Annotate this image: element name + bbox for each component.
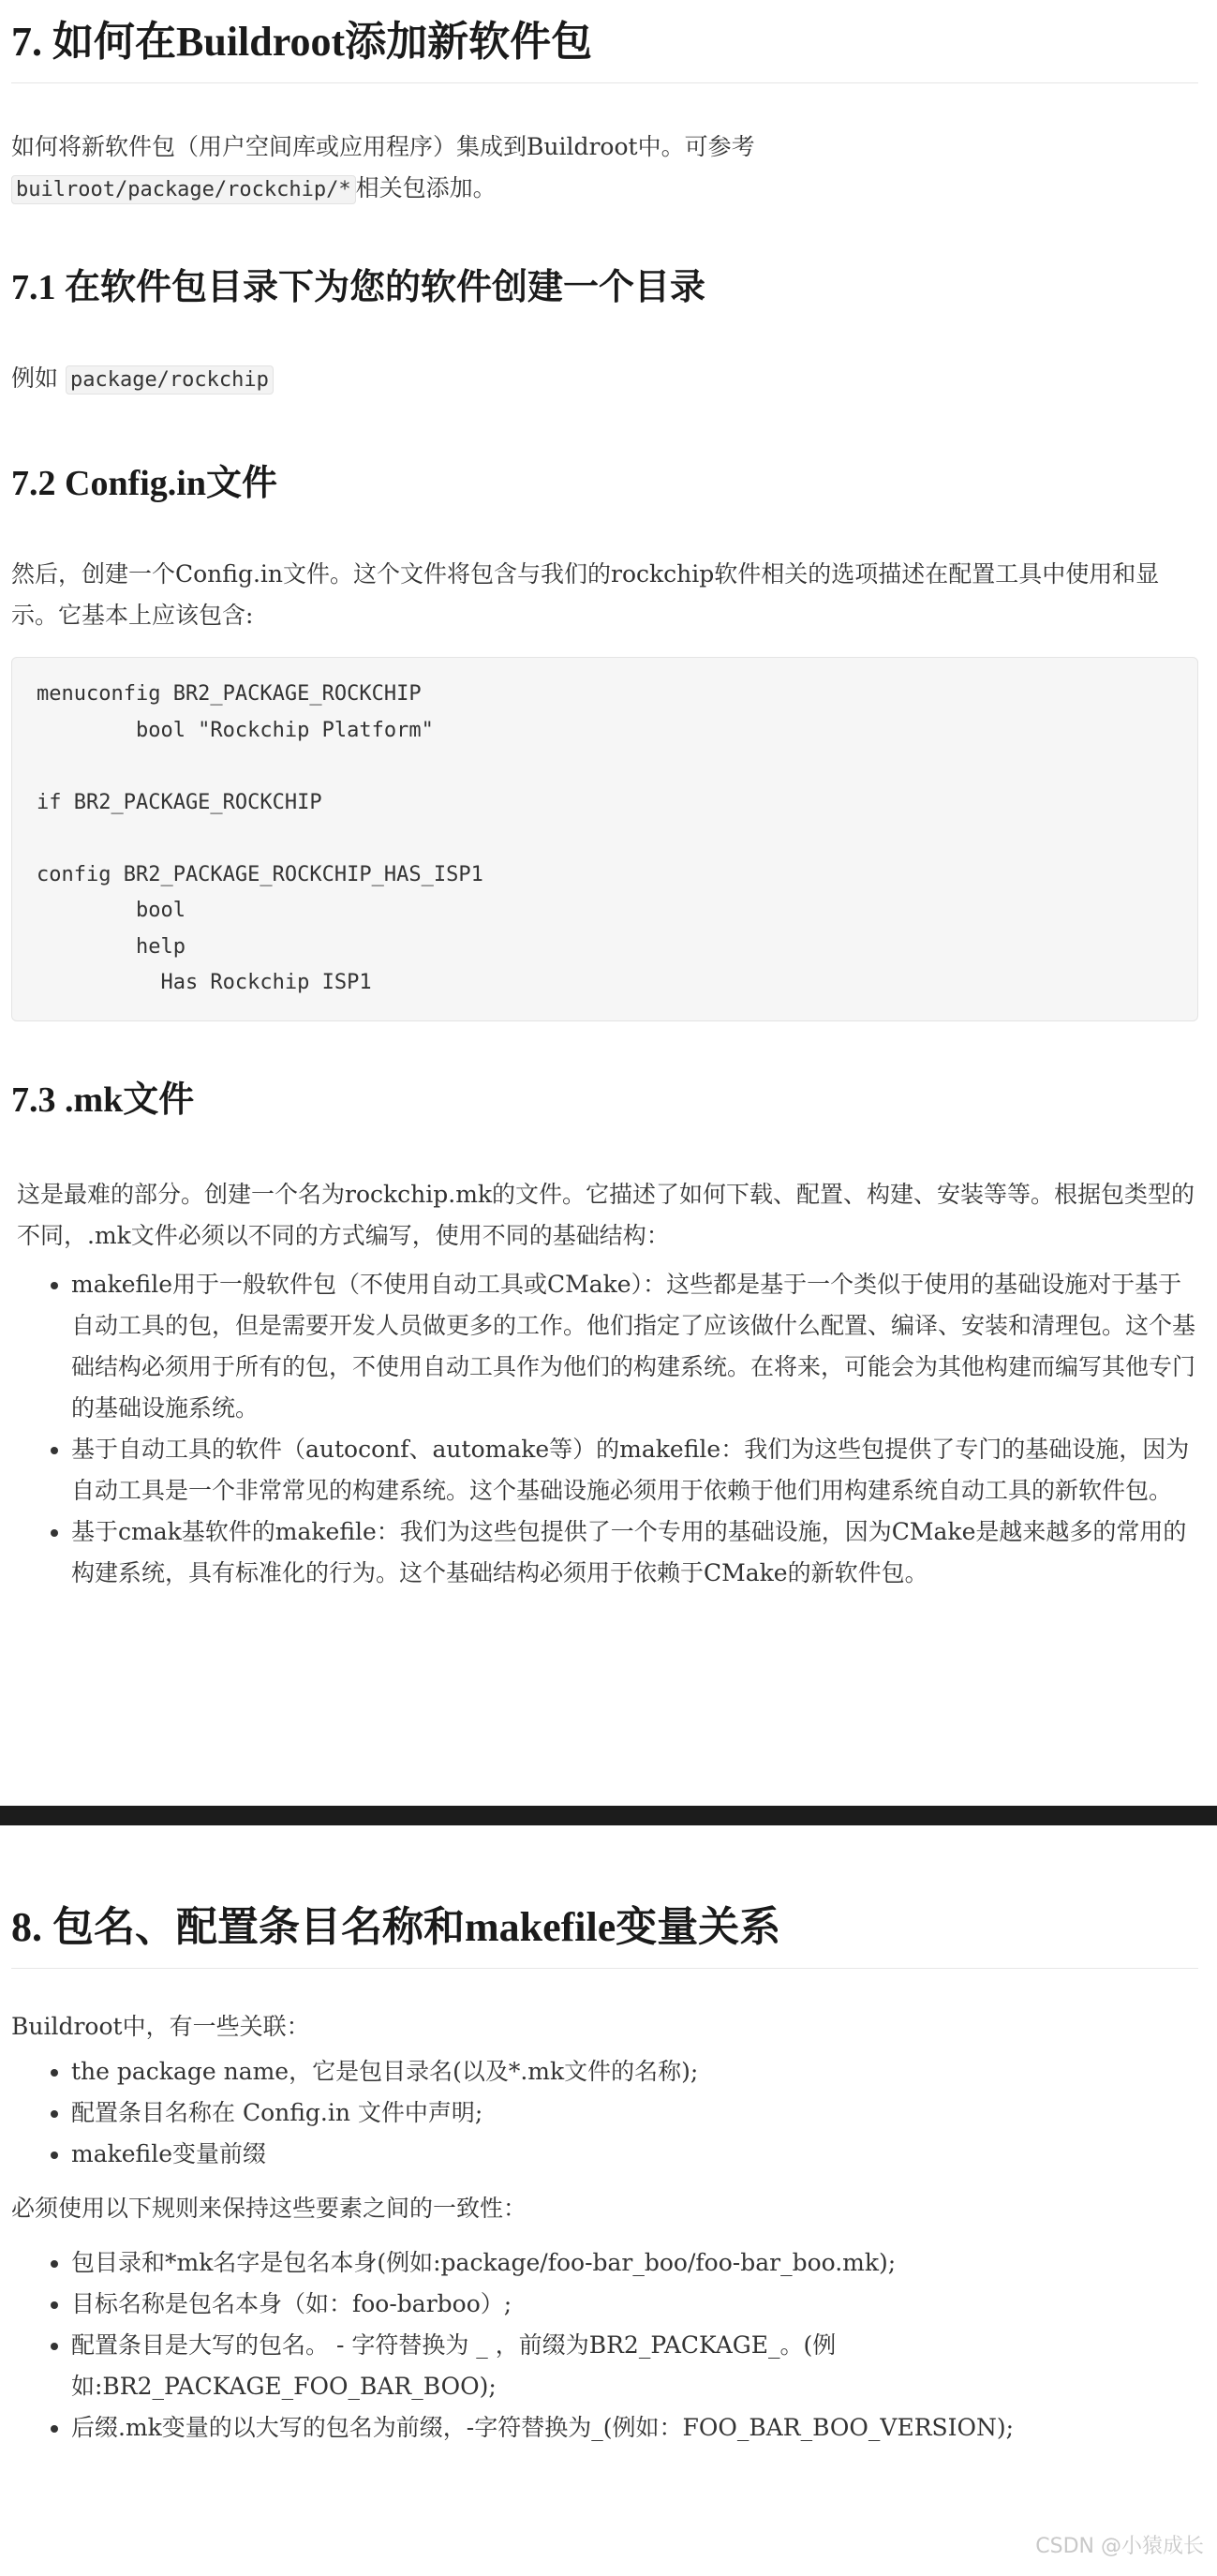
package-path-code: builroot/package/rockchip/*	[11, 175, 356, 204]
section-7-2-paragraph: 然后，创建一个Config.in文件。这个文件将包含与我们的rockchip软件相关的选项描述在配置工具中使用和显示。它基本上应该包含:	[11, 560, 1160, 629]
example-prefix: 例如	[11, 365, 59, 392]
naming-rules-list	[11, 2242, 1198, 2449]
section-7-3-heading: 7.3 .mk文件	[11, 1080, 195, 1120]
list-item: • 配置条目名称在 Config.in 文件中声明;	[71, 2092, 1198, 2134]
section-7-heading: 7. 如何在Buildroot添加新软件包	[11, 7, 1198, 83]
section-8-intro: Buildroot中，有一些关联：	[11, 2013, 310, 2040]
list-item: • 配置条目是大写的包名。 - 字符替换为 _ ，前缀为BR2_PACKAGE_。(例如:BR2_PACKAGE_FOO_BAR_BOO);	[71, 2325, 1198, 2407]
section-divider	[0, 1806, 1217, 1825]
list-item: • 基于cmak基软件的makefile：我们为这些包提供了一个专用的基础设施，因为CMake是越来越多的常用的构建系统，具有标准化的行为。这个基础结构必须用于依赖于CMake的新软件包。	[71, 1511, 1198, 1594]
csdn-watermark: CSDN @小猿成长	[1035, 2535, 1204, 2558]
rules-intro: 必须使用以下规则来保持这些要素之间的一致性：	[11, 2195, 527, 2222]
list-item: • makefile变量前缀	[71, 2134, 1198, 2175]
list-item: • 后缀.mk变量的以大写的包名为前缀，-字符替换为_(例如：FOO_BAR_BOO_VERSION);	[71, 2407, 1198, 2449]
list-item: • 目标名称是包名本身（如：foo-barboo）;	[71, 2284, 1198, 2325]
article-part-2	[0, 1893, 1217, 2449]
list-item: • 包目录和*mk名字是包名本身(例如:package/foo-bar_boo/foo-bar_boo.mk);	[71, 2242, 1198, 2284]
section-7-intro-suffix: 相关包添加。	[355, 174, 497, 201]
section-7-1-example	[11, 358, 1198, 401]
section-7-intro-text: 如何将新软件包（用户空间库或应用程序）集成到Buildroot中。可参考	[11, 133, 755, 160]
section-8-heading: 8. 包名、配置条目名称和makefile变量关系	[11, 1893, 1198, 1969]
list-item: • makefile用于一般软件包（不使用自动工具或CMake）：这些都是基于一个类似于使用的基础设施对于基于自动工具的包，但是需要开发人员做更多的工作。他们指定了应该做什么配置、编译、安装和清理包。这个基础结构必须用于所有的包，不使用自动工具作为他们的构建系统。在将来，可能会为其他构建而编写其他专门的基础设施系统。	[71, 1264, 1198, 1429]
rockchip-dir-code: package/rockchip	[66, 365, 274, 395]
list-item: • the package name，它是包目录名(以及*.mk文件的名称);	[71, 2051, 1198, 2092]
list-item: • 基于自动工具的软件（autoconf、automake等）的makefile：我们为这些包提供了专门的基础设施，因为自动工具是一个非常常见的构建系统。这个基础设施必须用于依赖于他们用构建系统自动工具的新软件包。	[71, 1429, 1198, 1511]
section-7-3-paragraph: 这是最难的部分。创建一个名为rockchip.mk的文件。它描述了如何下载、配置、构建、安装等等。根据包类型的不同，.mk文件必须以不同的方式编写，使用不同的基础结构：	[17, 1180, 1195, 1249]
section-7-1-heading: 7.1 在软件包目录下为您的软件创建一个目录	[11, 268, 706, 307]
association-list	[11, 2051, 1198, 2175]
section-7-intro	[11, 127, 1198, 211]
section-7-2-heading: 7.2 Config.in文件	[11, 464, 277, 503]
config-in-code-block: menuconfig BR2_PACKAGE_ROCKCHIP bool "Rockchip Platform" if BR2_PACKAGE_ROCKCHIP config BR2_PACKAGE_ROCKCHIP_HAS_ISP1 bool help Has Rockchip ISP1	[11, 657, 1198, 1021]
mk-infrastructure-list	[11, 1264, 1198, 1594]
